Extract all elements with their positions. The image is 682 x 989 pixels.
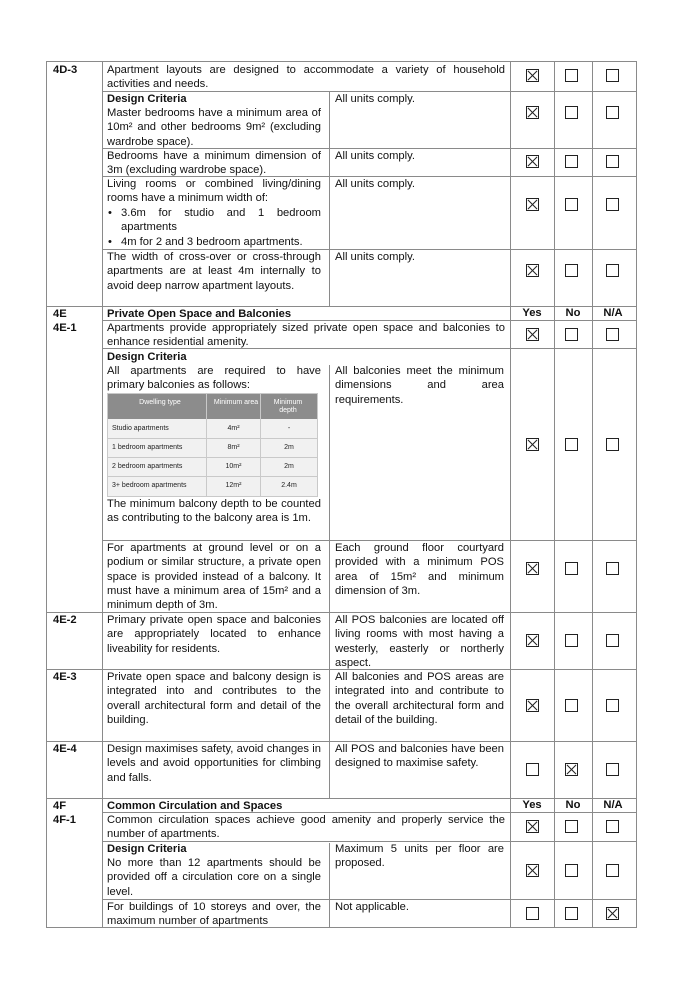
criteria-text: Master bedrooms have a minimum area of 10m² and other bedrooms 9m² (excluding wardrobe space).	[107, 107, 321, 148]
row-code: 4E-3	[53, 671, 77, 683]
checkbox-yes[interactable]	[526, 820, 539, 833]
row-code: 4E-4	[53, 743, 77, 755]
checkbox-na[interactable]	[606, 198, 619, 211]
checkbox-no[interactable]	[565, 820, 578, 833]
table-cell: 1 bedroom apartments	[112, 444, 183, 451]
section-title: Private Open Space and Balconies	[107, 308, 292, 320]
row-code: 4F-1	[53, 814, 77, 826]
response-text: All units comply.	[335, 150, 415, 162]
response-text: All POS and balconies have been designed to maximise safety.	[335, 743, 504, 770]
criteria-note: The minimum balcony depth to be counted as contributing to the balcony area is 1m.	[107, 498, 321, 525]
checkbox-na[interactable]	[606, 820, 619, 833]
design-criteria-label: Design Criteria	[107, 93, 187, 105]
objective-text: Common circulation spaces achieve good amenity and properly service the number of apartments.	[107, 814, 505, 841]
table-header: Dwelling type	[139, 399, 181, 406]
checkbox-na[interactable]	[606, 907, 619, 920]
checkbox-yes[interactable]	[526, 106, 539, 119]
objective-text: Apartment layouts are designed to accommodate a variety of household activities and needs.	[107, 64, 505, 91]
header-no: No	[565, 799, 581, 811]
objective-text: Apartments provide appropriately sized private open space and balconies to enhance residential amenity.	[107, 322, 505, 349]
table-cell: 2.4m	[281, 482, 297, 489]
checkbox-na[interactable]	[606, 864, 619, 877]
table-header: Minimum area	[213, 399, 259, 406]
checkbox-yes[interactable]	[526, 198, 539, 211]
header-yes: Yes	[522, 799, 542, 811]
checkbox-no[interactable]	[565, 438, 578, 451]
checkbox-yes[interactable]	[526, 328, 539, 341]
checkbox-na[interactable]	[606, 69, 619, 82]
header-na: N/A	[603, 799, 623, 811]
checkbox-na[interactable]	[606, 763, 619, 776]
row-code: 4D-3	[53, 64, 78, 76]
checkbox-no[interactable]	[565, 907, 578, 920]
checkbox-na[interactable]	[606, 264, 619, 277]
row-code: 4E-2	[53, 614, 77, 626]
checkbox-na[interactable]	[606, 328, 619, 341]
table-cell: 8m²	[227, 444, 240, 451]
response-text: Maximum 5 units per floor are proposed.	[335, 843, 504, 870]
bullet-item: 4m for 2 and 3 bedroom apartments.	[121, 236, 303, 248]
checkbox-no[interactable]	[565, 69, 578, 82]
table-cell: 10m²	[225, 463, 242, 470]
response-text: Not applicable.	[335, 901, 410, 913]
table-cell: 4m²	[227, 425, 240, 432]
checkbox-yes[interactable]	[526, 763, 539, 776]
table-cell: 2m	[284, 444, 294, 451]
table-cell: 2 bedroom apartments	[112, 463, 183, 470]
table-border-top	[46, 61, 637, 62]
checkbox-yes[interactable]	[526, 562, 539, 575]
checkbox-yes[interactable]	[526, 155, 539, 168]
checkbox-na[interactable]	[606, 155, 619, 168]
section-title: Common Circulation and Spaces	[107, 800, 283, 812]
design-criteria-label: Design Criteria	[107, 351, 187, 363]
checkbox-yes[interactable]	[526, 907, 539, 920]
section-code: 4F	[53, 800, 67, 812]
checkbox-na[interactable]	[606, 438, 619, 451]
response-text: All balconies meet the minimum dimensions and area requirements.	[335, 365, 504, 406]
checkbox-yes[interactable]	[526, 438, 539, 451]
checkbox-na[interactable]	[606, 634, 619, 647]
bullet-item: 3.6m for studio and 1 bedroom apartments	[121, 207, 321, 234]
objective-text: Primary private open space and balconies are appropriately located to enhance liveability for residents.	[107, 614, 321, 655]
criteria-text: Bedrooms have a minimum dimension of 3m (excluding wardrobe space).	[107, 150, 321, 177]
criteria-text: The width of cross-over or cross-through apartments are at least 4m internally to avoid deep narrow apartment layouts.	[107, 251, 321, 292]
checkbox-no[interactable]	[565, 763, 578, 776]
checkbox-yes[interactable]	[526, 634, 539, 647]
response-text: All units comply.	[335, 178, 415, 190]
checkbox-no[interactable]	[565, 562, 578, 575]
response-text: All units comply.	[335, 251, 415, 263]
response-text: All POS balconies are located off living rooms with most having a westerly, easterly or northerly aspect.	[335, 614, 504, 669]
response-text: All units comply.	[335, 93, 415, 105]
criteria-text: For apartments at ground level or on a podium or similar structure, a private open space is provided instead of a balcony. It must have a minimum area of 15m² and a minimum depth of 3m.	[107, 542, 321, 612]
table-header: Minimum depth	[273, 399, 303, 414]
table-cell: Studio apartments	[112, 425, 169, 432]
response-text: All balconies and POS areas are integrated into and contribute to the overall architectural form and detail of the building.	[335, 671, 504, 726]
header-yes: Yes	[522, 307, 542, 319]
criteria-text: For buildings of 10 storeys and over, the maximum number of apartments	[107, 901, 321, 928]
section-code: 4E	[53, 308, 67, 320]
row-code: 4E-1	[53, 322, 77, 334]
objective-text: Private open space and balcony design is integrated into and contributes to the overall architectural form and detail of the building.	[107, 671, 321, 726]
checkbox-yes[interactable]	[526, 864, 539, 877]
checkbox-no[interactable]	[565, 264, 578, 277]
table-cell: 2m	[284, 463, 294, 470]
checkbox-yes[interactable]	[526, 69, 539, 82]
checkbox-no[interactable]	[565, 198, 578, 211]
table-cell: 3+ bedroom apartments	[112, 482, 187, 489]
response-text: Each ground floor courtyard provided with a minimum POS area of 15m² and minimum dimension of 3m.	[335, 542, 504, 597]
balcony-size-table	[107, 393, 318, 497]
header-na: N/A	[603, 307, 623, 319]
checkbox-na[interactable]	[606, 106, 619, 119]
checkbox-na[interactable]	[606, 699, 619, 712]
checkbox-yes[interactable]	[526, 264, 539, 277]
checkbox-no[interactable]	[565, 634, 578, 647]
objective-text: Design maximises safety, avoid changes in levels and avoid opportunities for climbing and falls.	[107, 743, 321, 784]
checkbox-na[interactable]	[606, 562, 619, 575]
checkbox-no[interactable]	[565, 155, 578, 168]
checkbox-no[interactable]	[565, 328, 578, 341]
header-no: No	[565, 307, 581, 319]
checkbox-no[interactable]	[565, 864, 578, 877]
checkbox-no[interactable]	[565, 106, 578, 119]
design-criteria-label: Design Criteria	[107, 843, 187, 855]
table-cell: 12m²	[225, 482, 242, 489]
criteria-text: Living rooms or combined living/dining rooms have a minimum width of:	[107, 178, 321, 205]
checkbox-no[interactable]	[565, 699, 578, 712]
criteria-text: No more than 12 apartments should be provided off a circulation core on a single level.	[107, 857, 321, 898]
checkbox-yes[interactable]	[526, 699, 539, 712]
table-cell: -	[287, 425, 291, 432]
criteria-text: All apartments are required to have primary balconies as follows:	[107, 365, 321, 392]
